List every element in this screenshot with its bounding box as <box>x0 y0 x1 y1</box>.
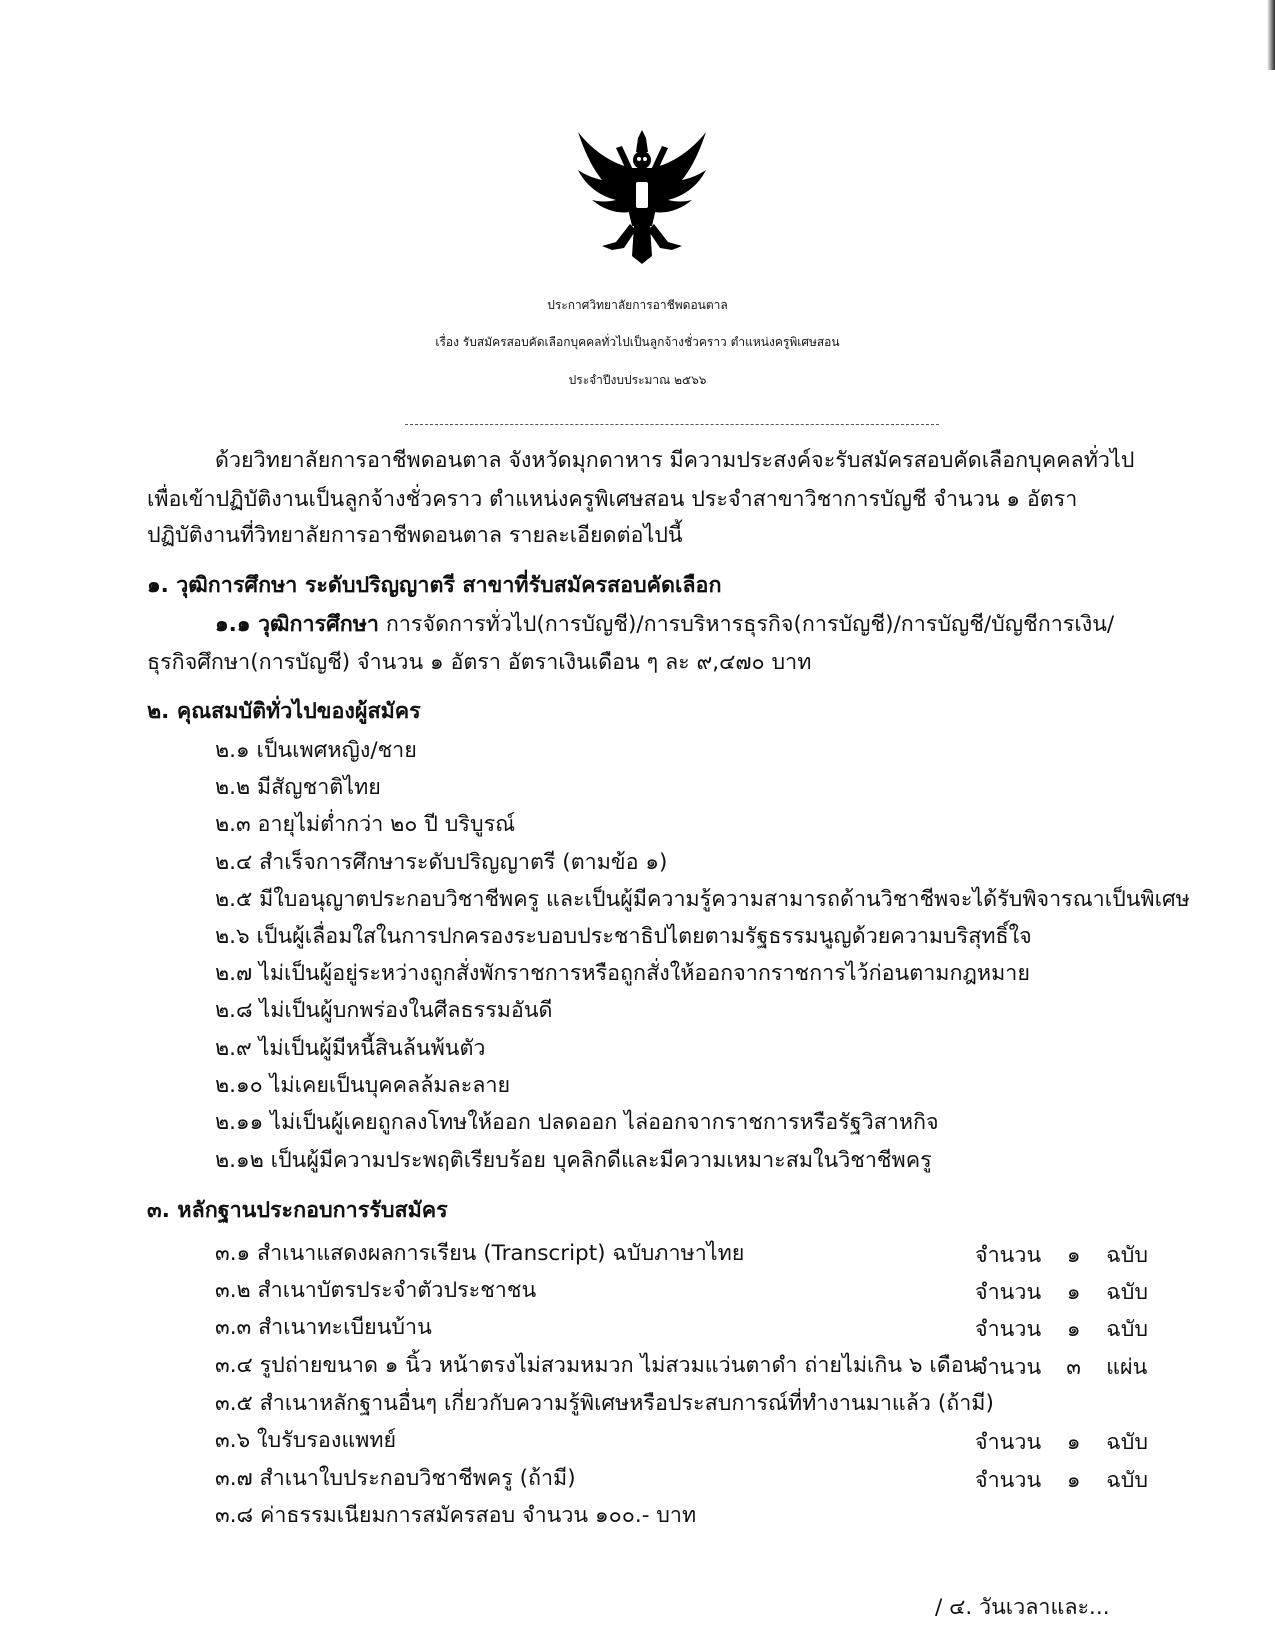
intro-line-1: ด้วยวิทยาลัยการอาชีพดอนตาล จังหวัดมุกดาหาร มีความประสงค์จะรับสมัครสอบคัดเลือกบุคคลทั่วไป <box>215 448 1135 473</box>
section3-item: ๓.๒ สำเนาบัตรประจำตัวประชาชน <box>215 1278 537 1303</box>
section2-item: ๒.๘ ไม่เป็นผู้บกพร่องในศีลธรรมอันดี <box>215 998 553 1023</box>
section2-item: ๒.๖ เป็นผู้เลื่อมใสในการปกครองระบอบประชาธิปไตยตามรัฐธรรมนูญด้วยความบริสุทธิ์ใจ <box>215 924 1032 949</box>
section3-item: ๓.๔ รูปถ่ายขนาด ๑ นิ้ว หน้าตรงไม่สวมหมวก ไม่สวมแว่นตาดำ ถ่ายไม่เกิน ๖ เดือน <box>215 1353 979 1378</box>
intro-line-2: เพื่อเข้าปฏิบัติงานเป็นลูกจ้างชั่วคราว ตำแหน่งครูพิเศษสอน ประจำสาขาวิชาการบัญชี จำนวน ๑ อัตรา <box>147 487 1078 512</box>
section2-item: ๒.๑ เป็นเพศหญิง/ชาย <box>215 738 417 763</box>
section3-item: ๓.๗ สำเนาใบประกอบวิชาชีพครู (ถ้ามี) <box>215 1466 576 1491</box>
section1-item-label: ๑.๑ วุฒิการศึกษา <box>215 612 379 637</box>
section2-item: ๒.๙ ไม่เป็นผู้มีหนี้สินล้นพ้นตัว <box>215 1036 486 1061</box>
section2-item: ๒.๑๒ เป็นผู้มีความประพฤติเรียบร้อย บุคลิกดีและมีความเหมาะสมในวิชาชีพครู <box>215 1148 932 1173</box>
section3-item: ๓.๘ ค่าธรรมเนียมการสมัครสอบ จำนวน ๑๐๐.- บาท <box>215 1503 697 1528</box>
section1-heading: ๑. วุฒิการศึกษา ระดับปริญญาตรี สาขาที่รับสมัครสอบคัดเลือก <box>147 573 722 598</box>
section1-item-1-1 <box>215 614 1114 636</box>
continuation-note: / ๔. วันเวลาและ... <box>935 1595 1110 1620</box>
garuda-emblem-icon <box>572 130 712 270</box>
document-quantity: จำนวน ๑ ฉบับ <box>975 1280 1149 1305</box>
section2-item: ๒.๔ สำเร็จการศึกษาระดับปริญญาตรี (ตามข้อ ๑) <box>215 850 668 875</box>
document-quantity: จำนวน ๑ ฉบับ <box>975 1317 1149 1342</box>
section3-item: ๓.๕ สำเนาหลักฐานอื่นๆ เกี่ยวกับความรู้พิเศษหรือประสบการณ์ที่ทำงานมาแล้ว (ถ้ามี) <box>215 1391 994 1416</box>
section1-item-text: การจัดการทั่วไป(การบัญชี)/การบริหารธุรกิจ(การบัญชี)/การบัญชี/บัญชีการเงิน/ <box>379 612 1115 637</box>
section2-heading: ๒. คุณสมบัติทั่วไปของผู้สมัคร <box>147 699 421 724</box>
fiscal-year: ประจำปีงบประมาณ ๒๕๖๖ <box>568 373 707 387</box>
announcement-title: ประกาศวิทยาลัยการอาชีพดอนตาล <box>547 298 728 312</box>
section2-item: ๒.๓ อายุไม่ต่ำกว่า ๒๐ ปี บริบูรณ์ <box>215 812 516 837</box>
section2-item: ๒.๑๑ ไม่เป็นผู้เคยถูกลงโทษให้ออก ปลดออก ไล่ออกจากราชการหรือรัฐวิสาหกิจ <box>215 1110 939 1135</box>
header-divider <box>405 424 939 425</box>
section2-item: ๒.๒ มีสัญชาติไทย <box>215 775 381 800</box>
document-quantity: จำนวน ๑ ฉบับ <box>975 1468 1149 1493</box>
section2-item: ๒.๗ ไม่เป็นผู้อยู่ระหว่างถูกสั่งพักราชการหรือถูกสั่งให้ออกจากราชการไว้ก่อนตามกฎหมาย <box>215 961 1030 986</box>
section1-item-cont: ธุรกิจศึกษา(การบัญชี) จำนวน ๑ อัตรา อัตราเงินเดือน ๆ ละ ๙,๔๗๐ บาท <box>147 650 812 675</box>
section2-item: ๒.๑๐ ไม่เคยเป็นบุคคลล้มละลาย <box>215 1073 511 1098</box>
section3-item: ๓.๖ ใบรับรองแพทย์ <box>215 1428 397 1453</box>
section3-item: ๓.๑ สำเนาแสดงผลการเรียน (Transcript) ฉบับภาษาไทย <box>215 1241 745 1266</box>
section3-heading: ๓. หลักฐานประกอบการรับสมัคร <box>147 1198 448 1223</box>
section3-item: ๓.๓ สำเนาทะเบียนบ้าน <box>215 1315 432 1340</box>
section2-item: ๒.๕ มีใบอนุญาตประกอบวิชาชีพครู และเป็นผู้มีความรู้ความสามารถด้านวิชาชีพจะได้รับพิจารณาเป็นพิเศษ <box>215 887 1190 912</box>
intro-line-3: ปฏิบัติงานที่วิทยาลัยการอาชีพดอนตาล รายละเอียดต่อไปนี้ <box>147 523 683 548</box>
scan-edge-shadow <box>1267 0 1275 70</box>
document-quantity: จำนวน ๑ ฉบับ <box>975 1430 1149 1455</box>
document-quantity: จำนวน ๓ แผ่น <box>975 1355 1148 1380</box>
announcement-subject: เรื่อง รับสมัครสอบคัดเลือกบุคคลทั่วไปเป็นลูกจ้างชั่วคราว ตำแหน่งครูพิเศษสอน <box>435 335 840 349</box>
document-quantity: จำนวน ๑ ฉบับ <box>975 1243 1149 1268</box>
